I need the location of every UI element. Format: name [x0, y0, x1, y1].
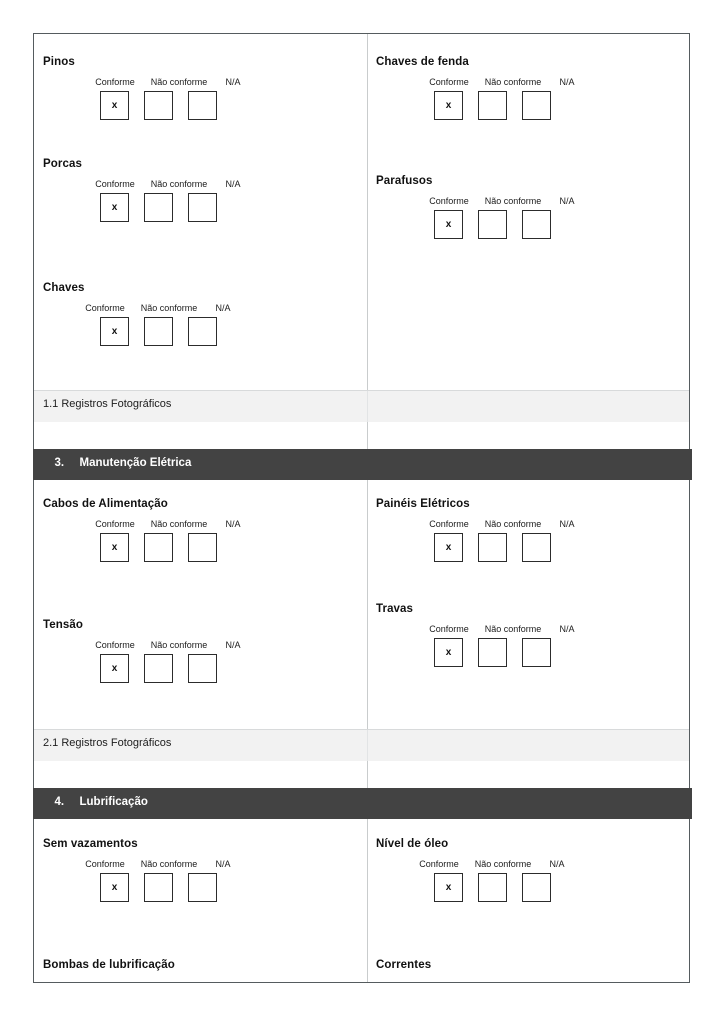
- checkbox-nao-conforme[interactable]: [478, 210, 507, 239]
- checkbox-nao-conforme[interactable]: [478, 91, 507, 120]
- choice-boxes: [420, 638, 586, 667]
- photo-records-content-1-1[interactable]: [34, 422, 689, 449]
- item-title: Nível de óleo: [376, 838, 449, 850]
- checkbox-conforme[interactable]: x: [100, 91, 129, 120]
- checklist-item-parafusos: [376, 175, 586, 239]
- label-nao-conforme: Não conforme: [474, 859, 532, 869]
- checkbox-conforme[interactable]: x: [100, 533, 129, 562]
- choice-labels: [86, 77, 252, 87]
- item-title: Pinos: [43, 56, 75, 68]
- checklist-item-nivel-de-oleo: [376, 838, 576, 902]
- checklist-item-paineis-eletricos: [376, 498, 586, 562]
- checklist-item-chaves: [43, 282, 242, 346]
- checkbox-nao-conforme[interactable]: [144, 317, 173, 346]
- checkbox-nao-conforme[interactable]: [144, 654, 173, 683]
- column-divider-section-4: [367, 819, 368, 982]
- cell-divider: [367, 391, 368, 422]
- checkbox-nao-conforme[interactable]: [478, 638, 507, 667]
- label-nao-conforme: Não conforme: [484, 624, 542, 634]
- label-na: N/A: [559, 624, 575, 634]
- label-conforme: Conforme: [429, 519, 469, 529]
- label-na: N/A: [215, 303, 231, 313]
- label-conforme: Conforme: [95, 519, 135, 529]
- label-conforme: Conforme: [95, 77, 135, 87]
- checkbox-nao-conforme[interactable]: [478, 873, 507, 902]
- choice-boxes: [86, 91, 252, 120]
- checkbox-na[interactable]: [522, 210, 551, 239]
- item-title: Travas: [376, 603, 414, 615]
- choice-row: [43, 519, 252, 562]
- choice-labels: [420, 624, 586, 634]
- choice-row: [43, 859, 242, 902]
- choice-boxes: [420, 873, 576, 902]
- checkbox-na[interactable]: [188, 193, 217, 222]
- checkbox-conforme[interactable]: x: [100, 873, 129, 902]
- photo-records-row-1-1: [34, 390, 689, 423]
- choice-row: [376, 624, 586, 667]
- photo-records-label: 1.1 Registros Fotográficos: [43, 398, 172, 410]
- item-title: Parafusos: [376, 175, 433, 187]
- checklist-item-sem-vazamentos: [43, 838, 242, 902]
- checkbox-nao-conforme[interactable]: [478, 533, 507, 562]
- item-title: Cabos de Alimentação: [43, 498, 168, 510]
- checkbox-nao-conforme[interactable]: [144, 533, 173, 562]
- item-title: Tensão: [43, 619, 84, 631]
- checkbox-na[interactable]: [522, 638, 551, 667]
- checkbox-na[interactable]: [188, 873, 217, 902]
- label-nao-conforme: Não conforme: [150, 179, 208, 189]
- label-nao-conforme: Não conforme: [140, 859, 198, 869]
- cell-divider: [367, 730, 368, 761]
- column-divider-section-3: [367, 480, 368, 743]
- checkbox-na[interactable]: [522, 91, 551, 120]
- photo-records-content-2-1[interactable]: [34, 761, 689, 788]
- checkbox-na[interactable]: [188, 533, 217, 562]
- section-number: 3.: [54, 457, 65, 469]
- checklist-item-cabos-de-alimentacao: [43, 498, 252, 562]
- document-page: [33, 33, 690, 983]
- choice-boxes: [420, 533, 586, 562]
- choice-labels: [76, 303, 242, 313]
- photo-records-row-2-1: [34, 729, 689, 762]
- label-nao-conforme: Não conforme: [484, 196, 542, 206]
- checklist-item-correntes: [376, 959, 431, 971]
- checklist-item-pinos: [43, 56, 252, 120]
- checkbox-na[interactable]: [522, 873, 551, 902]
- choice-row: [376, 859, 576, 902]
- checkbox-conforme[interactable]: x: [434, 210, 463, 239]
- choice-row: [43, 640, 252, 683]
- choice-boxes: [86, 317, 242, 346]
- checkbox-conforme[interactable]: x: [100, 317, 129, 346]
- choice-boxes: [86, 654, 252, 683]
- label-na: N/A: [225, 179, 241, 189]
- checkbox-na[interactable]: [188, 91, 217, 120]
- checklist-item-tensao: [43, 619, 252, 683]
- photo-records-label: 2.1 Registros Fotográficos: [43, 737, 172, 749]
- choice-labels: [410, 859, 576, 869]
- section-number: 4.: [54, 796, 65, 808]
- checkbox-conforme[interactable]: x: [434, 638, 463, 667]
- label-conforme: Conforme: [429, 196, 469, 206]
- checklist-item-bombas-de-lubrificacao: [43, 959, 175, 971]
- checkbox-conforme[interactable]: x: [100, 654, 129, 683]
- checkbox-conforme[interactable]: x: [434, 533, 463, 562]
- label-nao-conforme: Não conforme: [140, 303, 198, 313]
- section-header-lubrificacao: [33, 788, 692, 819]
- choice-row: [376, 77, 586, 120]
- label-na: N/A: [559, 196, 575, 206]
- item-title: Correntes: [376, 959, 432, 971]
- item-title: Chaves: [43, 282, 85, 294]
- item-title: Sem vazamentos: [43, 838, 138, 850]
- choice-labels: [86, 519, 252, 529]
- label-nao-conforme: Não conforme: [150, 519, 208, 529]
- label-nao-conforme: Não conforme: [150, 640, 208, 650]
- checkbox-nao-conforme[interactable]: [144, 873, 173, 902]
- label-nao-conforme: Não conforme: [150, 77, 208, 87]
- checkbox-conforme[interactable]: x: [434, 873, 463, 902]
- choice-labels: [420, 519, 586, 529]
- choice-boxes: [86, 873, 242, 902]
- checkbox-na[interactable]: [188, 317, 217, 346]
- item-title: Chaves de fenda: [376, 56, 469, 68]
- section-header-eletrica: [33, 449, 692, 480]
- section-title: Lubrificação: [79, 796, 148, 808]
- item-title: Painéis Elétricos: [376, 498, 470, 510]
- choice-boxes: [420, 91, 586, 120]
- label-conforme: Conforme: [429, 77, 469, 87]
- item-title: Porcas: [43, 158, 82, 170]
- checklist-item-porcas: [43, 158, 252, 222]
- label-na: N/A: [225, 640, 241, 650]
- choice-labels: [76, 859, 242, 869]
- checkbox-conforme[interactable]: x: [100, 193, 129, 222]
- label-conforme: Conforme: [85, 303, 125, 313]
- checkbox-na[interactable]: [522, 533, 551, 562]
- label-nao-conforme: Não conforme: [484, 519, 542, 529]
- label-nao-conforme: Não conforme: [484, 77, 542, 87]
- choice-row: [43, 303, 242, 346]
- label-na: N/A: [225, 519, 241, 529]
- choice-row: [376, 519, 586, 562]
- checkbox-conforme[interactable]: x: [434, 91, 463, 120]
- label-conforme: Conforme: [95, 179, 135, 189]
- label-na: N/A: [549, 859, 565, 869]
- label-na: N/A: [559, 519, 575, 529]
- label-conforme: Conforme: [95, 640, 135, 650]
- label-conforme: Conforme: [419, 859, 459, 869]
- label-na: N/A: [225, 77, 241, 87]
- choice-labels: [420, 196, 586, 206]
- cell-divider: [367, 761, 368, 788]
- choice-row: [43, 77, 252, 120]
- checkbox-nao-conforme[interactable]: [144, 193, 173, 222]
- choice-boxes: [420, 210, 586, 239]
- choice-labels: [86, 640, 252, 650]
- label-conforme: Conforme: [429, 624, 469, 634]
- section-title: Manutenção Elétrica: [79, 457, 192, 469]
- label-na: N/A: [559, 77, 575, 87]
- item-title: Bombas de lubrificação: [43, 959, 175, 971]
- choice-row: [376, 196, 586, 239]
- checkbox-na[interactable]: [188, 654, 217, 683]
- checklist-item-chaves-de-fenda: [376, 56, 586, 120]
- checklist-item-travas: [376, 603, 586, 667]
- cell-divider: [367, 422, 368, 449]
- choice-labels: [420, 77, 586, 87]
- choice-boxes: [86, 193, 252, 222]
- column-divider-top: [367, 34, 368, 390]
- choice-boxes: [86, 533, 252, 562]
- label-conforme: Conforme: [85, 859, 125, 869]
- choice-labels: [86, 179, 252, 189]
- choice-row: [43, 179, 252, 222]
- label-na: N/A: [215, 859, 231, 869]
- checkbox-nao-conforme[interactable]: [144, 91, 173, 120]
